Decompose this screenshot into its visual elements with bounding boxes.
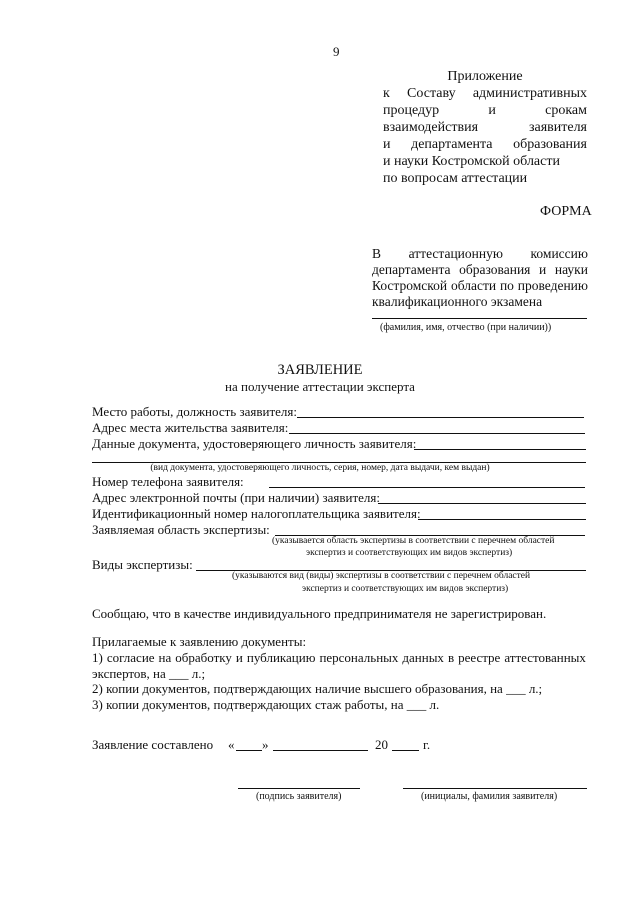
- addressee-line-3: [372, 278, 588, 294]
- signature-caption: (подпись заявителя): [256, 791, 342, 802]
- word: 1): [92, 650, 103, 665]
- appendix-line-5: и науки Костромской области: [383, 154, 560, 169]
- applicant-name-caption: (фамилия, имя, отчество (при наличии)): [380, 322, 552, 333]
- applicant-name-line[interactable]: [372, 318, 587, 319]
- word: заявителя: [528, 120, 587, 135]
- word: В: [372, 246, 382, 261]
- attachment-item-1: [92, 650, 586, 666]
- addressee-block: [372, 246, 588, 310]
- word: области: [450, 278, 497, 293]
- kinds-caption-1: (указываются вид (виды) экспертизы в соответствии с перечнем областей: [232, 571, 531, 581]
- attachment-item-2: 2) копии документов, подтверждающих наличие высшего образования, на ___ л.;: [92, 681, 543, 696]
- id-doc-field[interactable]: [414, 449, 586, 450]
- workplace-field[interactable]: [297, 417, 584, 418]
- addressee-line-2: [372, 262, 588, 278]
- word: и: [383, 137, 391, 152]
- word: Костромской: [372, 278, 448, 293]
- kinds-caption-2: экспертиз и соответствующих им видов экспертиз): [302, 584, 509, 594]
- appendix-line-6: по вопросам аттестации: [383, 171, 528, 186]
- appendix-block: [383, 68, 587, 187]
- word: административных: [472, 86, 587, 101]
- statement-title: ЗАЯВЛЕНИЕ: [277, 362, 363, 378]
- attachment-item-1-cont: экспертов, на ___ л.;: [92, 666, 206, 681]
- address-field[interactable]: [289, 433, 585, 434]
- word: и: [488, 103, 496, 118]
- word: согласие: [106, 650, 155, 665]
- email-field[interactable]: [378, 503, 586, 504]
- word: департамента: [411, 137, 493, 152]
- appendix-title: Приложение: [447, 69, 523, 84]
- word: персональных: [319, 650, 399, 665]
- word: реестре: [458, 650, 501, 665]
- inn-field[interactable]: [418, 519, 586, 520]
- date-quote-close: »: [262, 737, 269, 752]
- word: обработку: [175, 650, 232, 665]
- appendix-line-4: [383, 136, 587, 153]
- address-label: Адрес места жительства заявителя:: [92, 420, 289, 435]
- word: науки: [554, 262, 588, 277]
- word: в: [447, 650, 455, 665]
- initials-field[interactable]: [403, 788, 587, 789]
- id-doc-caption: (вид документа, удостоверяющего личность, серия, номер, дата выдачи, кем выдан): [150, 463, 490, 473]
- word: данных: [402, 650, 444, 665]
- word: Составу: [407, 86, 456, 101]
- appendix-line-3: [383, 119, 587, 136]
- area-label: Заявляемая область экспертизы:: [92, 522, 270, 537]
- phone-field[interactable]: [269, 487, 585, 488]
- area-caption-2: экспертиз и соответствующих им видов экспертиз): [306, 548, 513, 558]
- word: к: [383, 86, 390, 101]
- appendix-line-1: [383, 85, 587, 102]
- appendix-line-2: [383, 102, 587, 119]
- word: на: [158, 650, 172, 665]
- inn-label: Идентификационный номер налогоплательщика заявителя:: [92, 506, 421, 521]
- attachments-heading: Прилагаемые к заявлению документы:: [92, 634, 307, 649]
- date-day-field[interactable]: [236, 750, 262, 751]
- word: и: [539, 262, 547, 277]
- word: процедур: [383, 103, 440, 118]
- word: по: [499, 278, 514, 293]
- word: аттестованных: [504, 650, 586, 665]
- kinds-label: Виды экспертизы:: [92, 557, 193, 572]
- date-month-field[interactable]: [273, 750, 368, 751]
- word: и: [235, 650, 243, 665]
- addressee-line-4: квалификационного экзамена: [372, 294, 543, 309]
- attachment-item-3: 3) копии документов, подтверждающих стаж работы, на ___ л.: [92, 697, 440, 712]
- word: публикацию: [246, 650, 316, 665]
- phone-label: Номер телефона заявителя:: [92, 474, 244, 489]
- date-label: Заявление составлено: [92, 737, 214, 752]
- page-number: 9: [333, 44, 340, 59]
- area-caption-1: (указывается область экспертизы в соответствии с перечнем областей: [272, 536, 555, 546]
- id-doc-label: Данные документа, удостоверяющего личность заявителя:: [92, 436, 417, 451]
- word: проведению: [517, 278, 588, 293]
- signature-field[interactable]: [238, 788, 360, 789]
- initials-caption: (инициалы, фамилия заявителя): [421, 791, 558, 802]
- date-year-prefix: 20: [375, 737, 388, 752]
- form-label: ФОРМА: [540, 204, 592, 219]
- addressee-line-1: [372, 246, 588, 262]
- word: образования: [459, 262, 531, 277]
- date-year-suffix: г.: [423, 737, 431, 752]
- statement-subtitle: на получение аттестации эксперта: [225, 379, 415, 394]
- date-year-field[interactable]: [392, 750, 419, 751]
- declaration-text: Сообщаю, что в качестве индивидуального предпринимателя не зарегистрирован.: [92, 606, 547, 621]
- word: аттестационную: [408, 246, 503, 261]
- workplace-label: Место работы, должность заявителя:: [92, 404, 297, 419]
- word: образования: [513, 137, 587, 152]
- date-quote-open: «: [228, 737, 235, 752]
- word: департамента: [372, 262, 451, 277]
- word: комиссию: [530, 246, 588, 261]
- word: взаимодействия: [383, 120, 479, 135]
- email-label: Адрес электронной почты (при наличии) заявителя:: [92, 490, 380, 505]
- word: срокам: [545, 103, 587, 118]
